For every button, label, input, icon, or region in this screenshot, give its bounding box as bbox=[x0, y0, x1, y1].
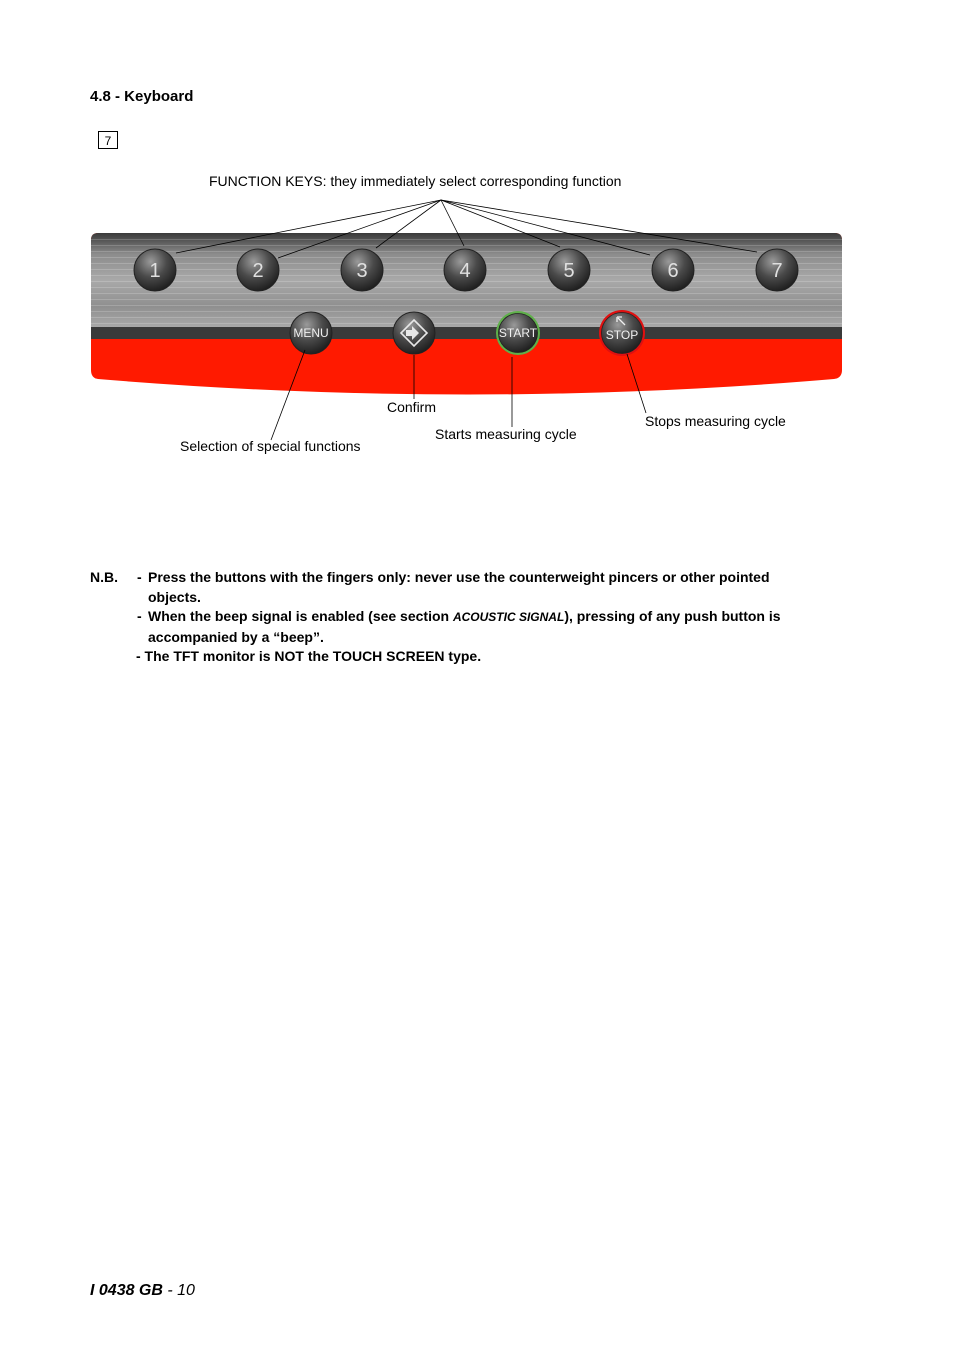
function-key-5[interactable] bbox=[548, 249, 590, 291]
stop-button-label: STOP bbox=[605, 328, 639, 342]
callout-function-keys: FUNCTION KEYS: they immediately select corresponding function bbox=[209, 173, 622, 189]
function-key-label: 4 bbox=[459, 260, 471, 282]
notes-block bbox=[90, 568, 808, 667]
document-code: I 0438 GB bbox=[90, 1282, 163, 1299]
function-key-3[interactable] bbox=[341, 249, 383, 291]
callout-stops: Stops measuring cycle bbox=[645, 413, 786, 429]
note-text: - The TFT monitor is NOT the TOUCH SCREEN type. bbox=[136, 648, 482, 664]
start-button-label: START bbox=[498, 326, 538, 340]
function-key-label: 7 bbox=[771, 260, 783, 282]
function-key-2[interactable] bbox=[237, 249, 279, 291]
page-number: - 10 bbox=[162, 1282, 195, 1299]
start-button[interactable] bbox=[496, 311, 540, 355]
callout-starts: Starts measuring cycle bbox=[435, 426, 577, 442]
function-key-7[interactable] bbox=[756, 249, 798, 291]
function-key-label: 2 bbox=[252, 260, 264, 282]
callout-confirm: Confirm bbox=[387, 399, 437, 415]
nb-label: N.B. bbox=[90, 569, 118, 585]
function-key-label: 1 bbox=[149, 260, 161, 282]
function-key-label: 5 bbox=[563, 260, 575, 282]
keyboard-diagram bbox=[0, 0, 954, 480]
confirm-button[interactable] bbox=[393, 312, 435, 354]
note-text-part: ), pressing of any push button is accompanied by a “beep”. bbox=[148, 608, 781, 645]
note-text: Press the buttons with the fingers only: never use the counterweight pincers or other pointed objects. bbox=[148, 569, 770, 605]
note-dash: - bbox=[137, 608, 142, 624]
note-item-2 bbox=[90, 607, 808, 647]
function-key-1[interactable] bbox=[134, 249, 176, 291]
stop-button[interactable] bbox=[599, 310, 645, 356]
function-key-6[interactable] bbox=[652, 249, 694, 291]
menu-button[interactable] bbox=[290, 312, 332, 354]
page-footer bbox=[90, 1282, 195, 1300]
note-item-1 bbox=[90, 568, 808, 607]
note-text-part: When the beep signal is enabled (see section bbox=[148, 608, 453, 624]
function-key-label: 3 bbox=[356, 260, 368, 282]
function-key-4[interactable] bbox=[444, 249, 486, 291]
panel-dark-strip bbox=[91, 327, 842, 339]
section-title: 4.8 - Keyboard bbox=[90, 88, 194, 105]
callout-selection: Selection of special functions bbox=[180, 438, 361, 454]
note-section-ref: ACOUSTIC SIGNAL bbox=[452, 610, 565, 624]
menu-button-label: MENU bbox=[293, 326, 329, 340]
function-key-label: 6 bbox=[667, 260, 679, 282]
note-item-3 bbox=[90, 647, 808, 667]
note-dash: - bbox=[137, 569, 142, 585]
note-text bbox=[148, 607, 808, 647]
figure-number: 7 bbox=[98, 131, 118, 149]
